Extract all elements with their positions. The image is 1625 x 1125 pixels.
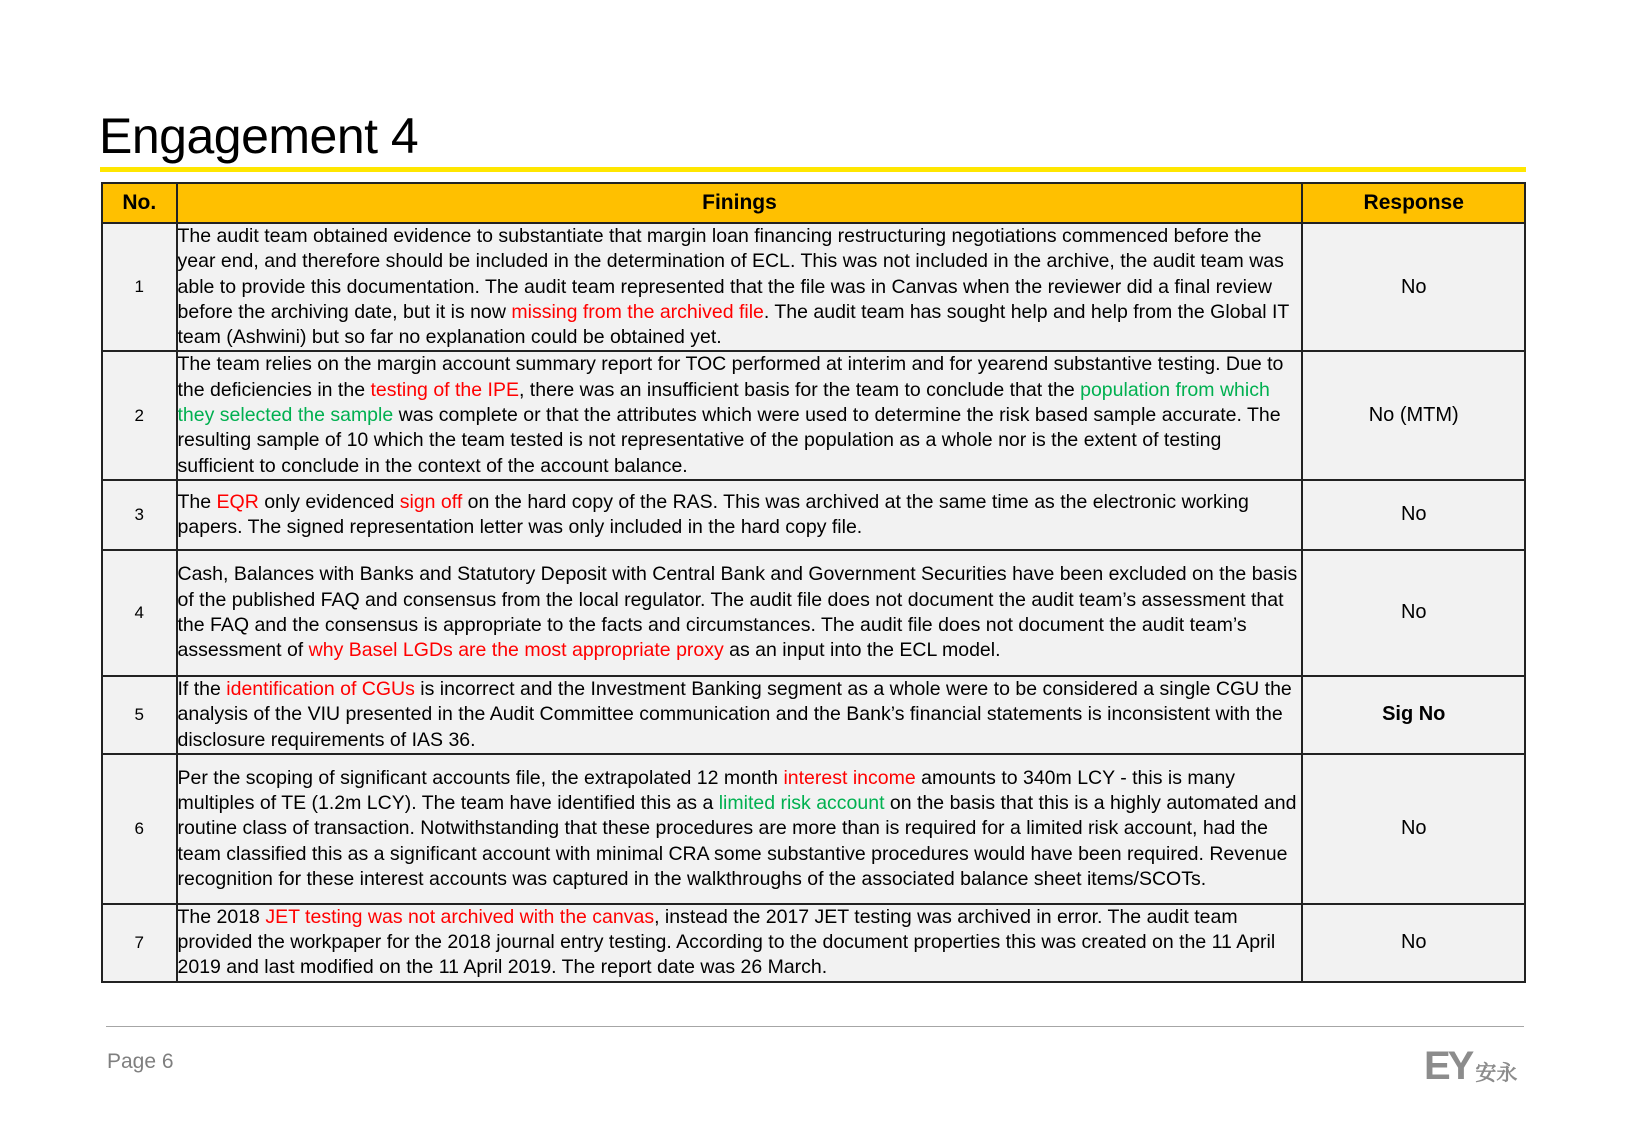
finding-highlight-green: population from which they selected the sample (177, 378, 1270, 427)
finding-text-segment: amounts to 340m LCY - this is many multiples of TE (1.2m LCY). The team have identified this as a (177, 766, 1236, 814)
finding-text (177, 550, 1303, 676)
findings-table (101, 182, 1526, 983)
response-value: No (1302, 480, 1525, 550)
response-value: No (1302, 904, 1525, 982)
finding-text-segment: The 2018 (177, 905, 266, 928)
table-row (102, 480, 1525, 550)
row-number: 5 (102, 676, 177, 754)
finding-text (177, 904, 1303, 982)
finding-text-segment: as an input into the ECL model. (723, 639, 1001, 662)
row-number: 3 (102, 480, 177, 550)
title-underline (100, 167, 1526, 172)
ey-logo-latin: EY (1424, 1044, 1472, 1088)
finding-text-segment: . The audit team has sought help and help from the Global IT team (Ashwini) but so far no explanation could be obtained yet. (177, 300, 1289, 349)
row-number: 2 (102, 351, 177, 479)
table-row (102, 676, 1525, 754)
finding-highlight-red: missing from the archived file (511, 300, 764, 323)
response-value: Sig No (1302, 676, 1525, 754)
header-no: No. (102, 183, 177, 223)
finding-text-segment: is incorrect and the Investment Banking segment as a whole were to be considered a single CGU the analysis of the VIU presented in the Audit Committee communication and the Bank’s financial statements is inconsistent with the disclosure requirements of IAS 36. (177, 677, 1292, 751)
finding-text (177, 351, 1303, 479)
response-value: No (1302, 754, 1525, 904)
finding-text-segment: , there was an insufficient basis for the team to conclude that the (518, 378, 1081, 401)
finding-highlight-red: identification of CGUs (226, 677, 415, 700)
table-header-row (102, 183, 1525, 223)
finding-text-segment: The (177, 490, 217, 513)
finding-text (177, 480, 1303, 550)
header-findings: Finings (177, 183, 1303, 223)
page-title: Engagement 4 (99, 108, 419, 164)
ey-logo-chinese: 安永 (1475, 1061, 1518, 1085)
response-value: No (MTM) (1302, 351, 1525, 479)
finding-highlight-red: testing of the IPE (370, 378, 519, 401)
table-row (102, 550, 1525, 676)
header-response: Response (1302, 183, 1525, 223)
finding-highlight-red: interest income (783, 766, 916, 789)
finding-highlight-red: EQR (216, 490, 259, 513)
response-value: No (1302, 550, 1525, 676)
page-number: Page 6 (107, 1050, 174, 1073)
finding-text (177, 676, 1303, 754)
row-number: 1 (102, 223, 177, 351)
finding-text-segment: was complete or that the attributes which were used to determine the risk based sample accurate. The resulting sample of 10 which the team tested is not representative of the population as a whole nor is the extent of testing sufficient to conclude in the context of the account balance. (177, 404, 1281, 477)
table-row (102, 754, 1525, 904)
ey-logo (1424, 1046, 1517, 1086)
finding-text-segment: The team relies on the margin account summary report for TOC performed at interim and for yearend substantive testing. Due to the deficiencies in the (177, 353, 1284, 401)
table-row (102, 351, 1525, 479)
finding-text-segment: Cash, Balances with Banks and Statutory Deposit with Central Bank and Government Securities have been excluded on the basis of the published FAQ and consensus from the local regulator. The audit file does not document the audit team’s assessment that the FAQ and the consensus is appropriate to the facts and circumstances. The audit file does not document the audit team’s assessment of (177, 563, 1298, 662)
finding-highlight-red: JET testing was not archived with the canvas (265, 905, 655, 928)
finding-text (177, 223, 1303, 351)
finding-text-segment: on the hard copy of the RAS. This was archived at the same time as the electronic working papers. The signed representation letter was only included in the hard copy file. (177, 490, 1249, 538)
finding-highlight-red: sign off (399, 490, 463, 513)
finding-highlight-green: limited risk account (718, 791, 885, 814)
table-row (102, 904, 1525, 982)
row-number: 4 (102, 550, 177, 676)
finding-highlight-red: why Basel LGDs are the most appropriate proxy (308, 639, 724, 662)
finding-text-segment: on the basis that this is a highly automated and routine class of transaction. Notwithstanding that these procedures are more than is required for a limited risk account, had the team classified this as a significant account with minimal CRA some substantive procedures would have been required. Revenue recognition for these interest accounts was captured in the walkthroughs of the associated balance sheet items/SCOTs. (177, 791, 1297, 890)
response-value: No (1302, 223, 1525, 351)
finding-text-segment: , instead the 2017 JET testing was archived in error. The audit team provided the workpaper for the 2018 journal entry testing. According to the document properties this was created on the 11 April 2019 and last modified on the 11 April 2019. The report date was 26 March. (177, 905, 1276, 979)
finding-text-segment: If the (177, 677, 227, 700)
finding-text-segment: only evidenced (258, 490, 400, 513)
finding-text-segment: The audit team obtained evidence to substantiate that margin loan financing restructuring negotiations commenced before the year end, and therefore should be included in the determination of ECL. This was not included in the archive, the audit team was able to provide this documentation. The audit team represented that the file was in Canvas when the reviewer did a final review before the archiving date, but it is now (177, 225, 1284, 323)
finding-text (177, 754, 1303, 904)
table-row (102, 223, 1525, 351)
footer-divider (106, 1026, 1524, 1027)
row-number: 6 (102, 754, 177, 904)
finding-text-segment: Per the scoping of significant accounts file, the extrapolated 12 month (177, 766, 784, 789)
row-number: 7 (102, 904, 177, 982)
